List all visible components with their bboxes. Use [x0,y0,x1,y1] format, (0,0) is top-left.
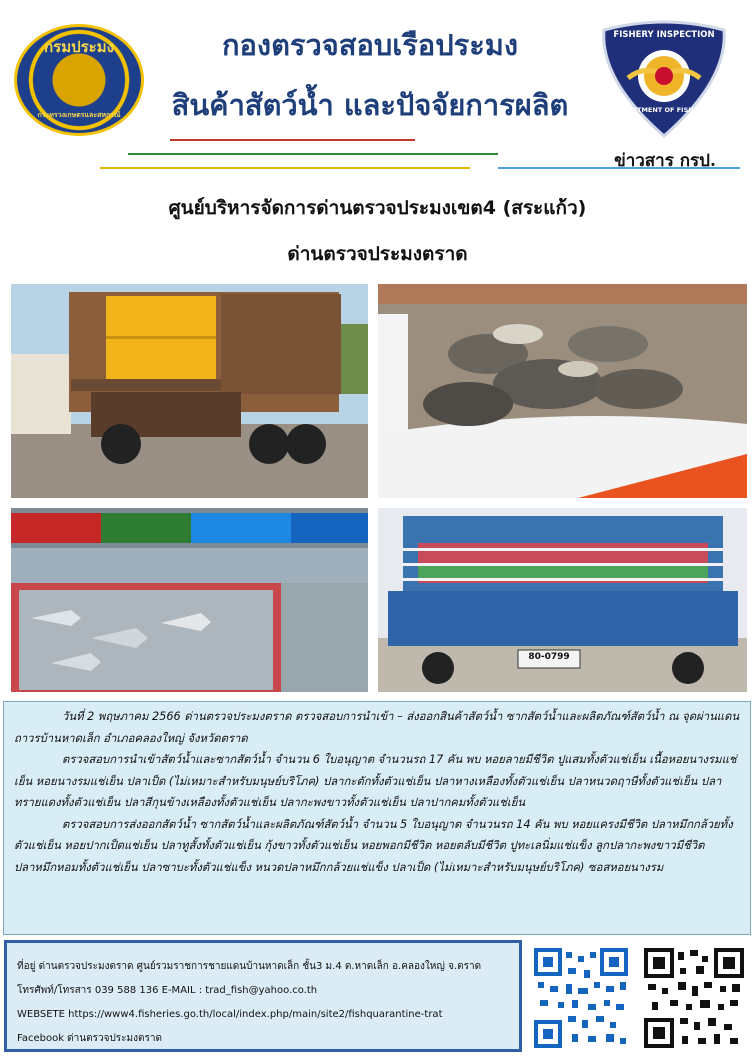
page-title-line1: กองตรวจสอบเรือประมง [221,28,519,62]
photo-truck-loaded [11,284,368,498]
photo-blue-truck [378,508,747,692]
qr-code-website[interactable] [532,946,630,1050]
footer-facebook[interactable]: Facebook ด่านตรวจประมงตราด [17,1033,162,1044]
report-paragraph-2: ตรวจสอบการนำเข้าสัตว์น้ำและซากสัตว์น้ำ จำนวน 6 ใบอนุญาต จำนวนรถ 17 คัน พบ หอยลายมีชีวิต ปูแสมทั้งตัวแช่เย็น เนื้อหอยนางรมแช่เย็น หอยนางรมแช่เย็น ปลาเป็ด (ไม่เหมาะสำหรับมนุษย์บริโภค) ปลากะตักทั้งตัวแช่เย็น ปลาหางเหลืองทั้งตัวแช่เย็น ปลาหนวดฤาษีทั้งตัวแช่เย็น ปลาทรายแดงทั้งตัวแช่เย็น ปลาสีกุนข้างเหลืองทั้งตัวแช่เย็น ปลากะพงขาวทั้งตัวแช่เย็น ปลาปากคมทั้งตัวแช่เย็น [14,753,737,809]
footer-contact: โทรศัพท์/โทรสาร 039 588 136 E-MAIL : trad_fish@yahoo.co.th [17,985,318,996]
subtitle-center: ศูนย์บริหารจัดการด่านตรวจประมงเขต4 (สระแก้ว) [168,197,587,219]
decor-line-green [128,153,498,155]
fishery-inspection-badge [596,20,732,138]
logo-top-text: กรมประมง [44,38,114,56]
subtitle-checkpoint: ด่านตรวจประมงตราด [287,243,468,265]
badge-top-text: FISHERY INSPECTION [613,30,715,40]
footer-website[interactable]: WEBSETE https://www4.fisheries.go.th/local/index.php/main/site2/fishquarantine-trat [17,1009,443,1020]
report-paragraph-3: ตรวจสอบการส่งออกสัตว์น้ำ ซากสัตว์น้ำและผลิตภัณฑ์สัตว์น้ำ จำนวน 5 ใบอนุญาต จำนวนรถ 14 คัน พบ หอยแครงมีชีวิต ปลาหมึกกล้วยทั้งตัวแช่เย็น หอยปากเป็ดแช่เย็น ปลาทูสั้งทั้งตัวแช่เย็น กุ้งขาวทั้งตัวแช่เย็น หอยพอกมีชีวิต หอยตลับมีชีวิต ปูทะเลนิ่มแช่แข็ง ลูกปลากะพงขาวมีชีวิต ปลาหมึกหอมทั้งตัวแช่เย็น ปลาซาบะทั้งตัวแช่แข็ง หนวดปลาหมึกกล้วยแช่แข็ง ปลาเป็ด (ไม่เหมาะสำหรับมนุษย์บริโภค) ซอสหอยนางรม [14,817,733,874]
photo-fish-crates [11,508,368,692]
photo-oysters [378,284,747,498]
badge-bottom-text: DEPARTMENT OF FISHERIES [613,106,715,114]
decor-line-yellow [100,167,470,169]
truck-license-plate: 80-0799 [528,652,570,662]
department-of-fisheries-logo [14,24,144,136]
page-title-line2: สินค้าสัตว์น้ำ และปัจจัยการผลิต [171,88,569,122]
decor-line-red [170,139,415,141]
qr-code-facebook[interactable] [642,946,746,1050]
logo-bottom-text: กระทรวงเกษตรและสหกรณ์ [37,111,121,119]
footer-address: ที่อยู่ ด่านตรวจประมงตราด ศูนย์รวมราชการชายแดนบ้านหาดเล็ก ชั้น3 ม.4 ต.หาดเล็ก อ.คลองใหญ่ จ.ตราด [17,961,482,972]
contact-footer [4,940,522,1052]
report-paragraph-1: วันที่ 2 พฤษภาคม 2566 ด่านตรวจประมงตราด ตรวจสอบการนำเข้า – ส่งออกสินค้าสัตว์น้ำ ซากสัตว์น้ำและผลิตภัณฑ์สัตว์น้ำ ณ จุดผ่านแดนถาวรบ้านหาดเล็ก อำเภอคลองใหญ่ จังหวัดตราด [14,710,740,745]
news-label: ข่าวสาร กรป. [614,151,716,171]
report-text-box [3,701,751,935]
